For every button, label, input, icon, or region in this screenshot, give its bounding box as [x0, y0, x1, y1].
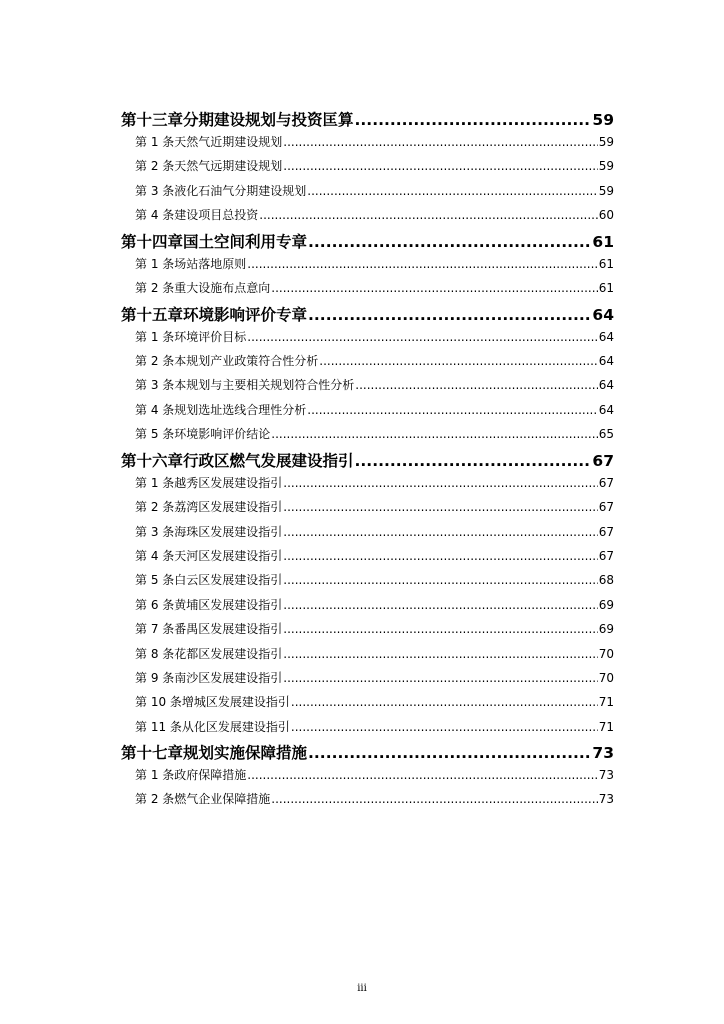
toc-entry-title: 花都区发展建设指引 — [174, 647, 283, 661]
toc-article-entry[interactable] — [135, 498, 614, 518]
toc-entry-number: 第 2 条 — [135, 159, 175, 173]
toc-entry-number: 第 4 条 — [135, 208, 175, 222]
toc-chapter-entry[interactable] — [121, 303, 614, 327]
toc-entry-number: 第 4 条 — [135, 403, 175, 417]
toc-entry-title: 燃气企业保障措施 — [174, 792, 271, 806]
toc-article-entry[interactable] — [135, 790, 614, 810]
toc-entry-number: 第 3 条 — [135, 184, 175, 198]
toc-entry-page-number: 61 — [598, 281, 614, 295]
toc-dot-leader — [247, 768, 597, 782]
toc-entry-page-number: 59 — [598, 184, 614, 198]
toc-entry-title: 环境影响评价结论 — [174, 427, 271, 441]
toc-dot-leader — [291, 720, 598, 734]
toc-entry-number: 第 3 条 — [135, 525, 175, 539]
toc-article-entry[interactable] — [135, 620, 614, 640]
toc-entry-number: 第 11 条 — [135, 720, 182, 734]
toc-entry-title: 政府保障措施 — [174, 768, 247, 782]
toc-entry-number: 第 2 条 — [135, 500, 175, 514]
toc-entry-page-number: 61 — [598, 257, 614, 271]
toc-entry-title: 天然气近期建设规划 — [174, 135, 283, 149]
toc-entry-title: 规划选址选线合理性分析 — [174, 403, 307, 417]
toc-entry-number: 第 3 条 — [135, 378, 175, 392]
toc-entry-page-number: 68 — [598, 573, 614, 587]
toc-entry-title: 海珠区发展建设指引 — [174, 525, 283, 539]
toc-entry-page-number: 73 — [592, 744, 614, 762]
toc-entry-number: 第 1 条 — [135, 330, 175, 344]
toc-entry-title: 本规划产业政策符合性分析 — [174, 354, 319, 368]
toc-entry-title: 规划实施保障措施 — [183, 744, 308, 762]
toc-entry-title: 环境影响评价专章 — [183, 306, 308, 324]
toc-entry-number: 第十七章 — [121, 744, 184, 762]
toc-chapter-entry[interactable] — [121, 449, 614, 473]
toc-entry-title: 白云区发展建设指引 — [174, 573, 283, 587]
toc-dot-leader — [307, 184, 597, 198]
toc-entry-title: 环境评价目标 — [174, 330, 247, 344]
toc-entry-title: 番禺区发展建设指引 — [174, 622, 283, 636]
toc-entry-number: 第 1 条 — [135, 768, 175, 782]
toc-entry-page-number: 64 — [598, 403, 614, 417]
toc-article-entry[interactable] — [135, 718, 614, 738]
toc-dot-leader — [355, 111, 592, 129]
toc-entry-title: 本规划与主要相关规划符合性分析 — [174, 378, 355, 392]
toc-article-entry[interactable] — [135, 352, 614, 372]
toc-entry-number: 第 2 条 — [135, 792, 175, 806]
toc-entry-title: 荔湾区发展建设指引 — [174, 500, 283, 514]
toc-dot-leader — [283, 476, 597, 490]
toc-entry-page-number: 67 — [598, 525, 614, 539]
toc-dot-leader — [283, 549, 597, 563]
toc-article-entry[interactable] — [135, 693, 614, 713]
toc-entry-page-number: 61 — [592, 233, 614, 251]
toc-dot-leader — [319, 354, 597, 368]
toc-entry-number: 第十六章 — [121, 452, 184, 470]
toc-dot-leader — [259, 208, 597, 222]
toc-dot-leader — [355, 378, 597, 392]
toc-entry-page-number: 65 — [598, 427, 614, 441]
toc-dot-leader — [283, 135, 597, 149]
toc-entry-title: 黄埔区发展建设指引 — [174, 598, 283, 612]
toc-entry-page-number: 64 — [598, 330, 614, 344]
toc-dot-leader — [283, 573, 597, 587]
toc-article-entry[interactable] — [135, 571, 614, 591]
toc-chapter-entry[interactable] — [121, 741, 614, 765]
toc-dot-leader — [307, 403, 597, 417]
toc-entry-number: 第 1 条 — [135, 135, 175, 149]
toc-entry-title: 液化石油气分期建设规划 — [174, 184, 307, 198]
toc-entry-title: 南沙区发展建设指引 — [174, 671, 283, 685]
toc-dot-leader — [247, 257, 597, 271]
toc-article-entry[interactable] — [135, 206, 614, 226]
toc-dot-leader — [283, 622, 597, 636]
toc-dot-leader — [283, 647, 597, 661]
toc-entry-number: 第 6 条 — [135, 598, 175, 612]
toc-article-entry[interactable] — [135, 523, 614, 543]
toc-dot-leader — [283, 525, 597, 539]
toc-entry-page-number: 73 — [598, 792, 614, 806]
toc-article-entry[interactable] — [135, 182, 614, 202]
toc-article-entry[interactable] — [135, 255, 614, 275]
toc-article-entry[interactable] — [135, 133, 614, 153]
toc-entry-number: 第十四章 — [121, 233, 184, 251]
toc-entry-page-number: 67 — [598, 476, 614, 490]
toc-entry-title: 分期建设规划与投资匡算 — [183, 111, 354, 129]
toc-article-entry[interactable] — [135, 425, 614, 445]
toc-entry-page-number: 70 — [598, 671, 614, 685]
toc-article-entry[interactable] — [135, 376, 614, 396]
toc-entry-number: 第 2 条 — [135, 354, 175, 368]
toc-article-entry[interactable] — [135, 279, 614, 299]
toc-entry-title: 天河区发展建设指引 — [174, 549, 283, 563]
toc-dot-leader — [291, 695, 598, 709]
toc-entry-number: 第 1 条 — [135, 476, 175, 490]
toc-article-entry[interactable] — [135, 474, 614, 494]
toc-entry-page-number: 64 — [598, 354, 614, 368]
toc-entry-page-number: 59 — [592, 111, 614, 129]
toc-article-entry[interactable] — [135, 328, 614, 348]
toc-dot-leader — [271, 427, 597, 441]
toc-dot-leader — [308, 233, 591, 251]
toc-entry-page-number: 73 — [598, 768, 614, 782]
toc-entry-number: 第 1 条 — [135, 257, 175, 271]
toc-article-entry[interactable] — [135, 596, 614, 616]
toc-dot-leader — [283, 598, 597, 612]
toc-entry-page-number: 67 — [592, 452, 614, 470]
toc-entry-number: 第 7 条 — [135, 622, 175, 636]
toc-entry-title: 增城区发展建设指引 — [181, 695, 290, 709]
toc-entry-page-number: 69 — [598, 622, 614, 636]
toc-entry-page-number: 64 — [592, 306, 614, 324]
toc-entry-page-number: 67 — [598, 500, 614, 514]
toc-entry-title: 场站落地原则 — [174, 257, 247, 271]
toc-entry-number: 第 2 条 — [135, 281, 175, 295]
toc-entry-page-number: 70 — [598, 647, 614, 661]
toc-chapter-entry[interactable] — [121, 108, 614, 132]
toc-entry-number: 第 5 条 — [135, 427, 175, 441]
toc-dot-leader — [283, 159, 597, 173]
toc-entry-page-number: 59 — [598, 135, 614, 149]
toc-article-entry[interactable] — [135, 766, 614, 786]
toc-dot-leader — [247, 330, 597, 344]
toc-article-entry[interactable] — [135, 669, 614, 689]
toc-entry-page-number: 59 — [598, 159, 614, 173]
toc-dot-leader — [283, 671, 597, 685]
toc-entry-number: 第十三章 — [121, 111, 184, 129]
toc-entry-title: 国土空间利用专章 — [183, 233, 308, 251]
page-number: iii — [357, 983, 367, 994]
toc-entry-number: 第 4 条 — [135, 549, 175, 563]
toc-entry-number: 第十五章 — [121, 306, 184, 324]
toc-entry-number: 第 10 条 — [135, 695, 182, 709]
toc-entry-number: 第 8 条 — [135, 647, 175, 661]
toc-entry-number: 第 9 条 — [135, 671, 175, 685]
toc-entry-page-number: 67 — [598, 549, 614, 563]
toc-article-entry[interactable] — [135, 645, 614, 665]
toc-entry-page-number: 69 — [598, 598, 614, 612]
toc-entry-title: 从化区发展建设指引 — [181, 720, 290, 734]
toc-dot-leader — [308, 744, 591, 762]
toc-dot-leader — [308, 306, 591, 324]
toc-entry-title: 天然气远期建设规划 — [174, 159, 283, 173]
toc-entry-title: 建设项目总投资 — [174, 208, 259, 222]
toc-dot-leader — [283, 500, 597, 514]
toc-article-entry[interactable] — [135, 401, 614, 421]
toc-entry-title: 行政区燃气发展建设指引 — [183, 452, 354, 470]
toc-entry-title: 越秀区发展建设指引 — [174, 476, 283, 490]
toc-entry-title: 重大设施布点意向 — [174, 281, 271, 295]
toc-entry-page-number: 64 — [598, 378, 614, 392]
toc-dot-leader — [271, 281, 597, 295]
toc-entry-page-number: 71 — [598, 695, 614, 709]
toc-dot-leader — [271, 792, 597, 806]
toc-entry-page-number: 60 — [598, 208, 614, 222]
toc-chapter-entry[interactable] — [121, 230, 614, 254]
toc-entry-page-number: 71 — [598, 720, 614, 734]
toc-article-entry[interactable] — [135, 547, 614, 567]
toc-article-entry[interactable] — [135, 157, 614, 177]
toc-dot-leader — [355, 452, 592, 470]
toc-entry-number: 第 5 条 — [135, 573, 175, 587]
